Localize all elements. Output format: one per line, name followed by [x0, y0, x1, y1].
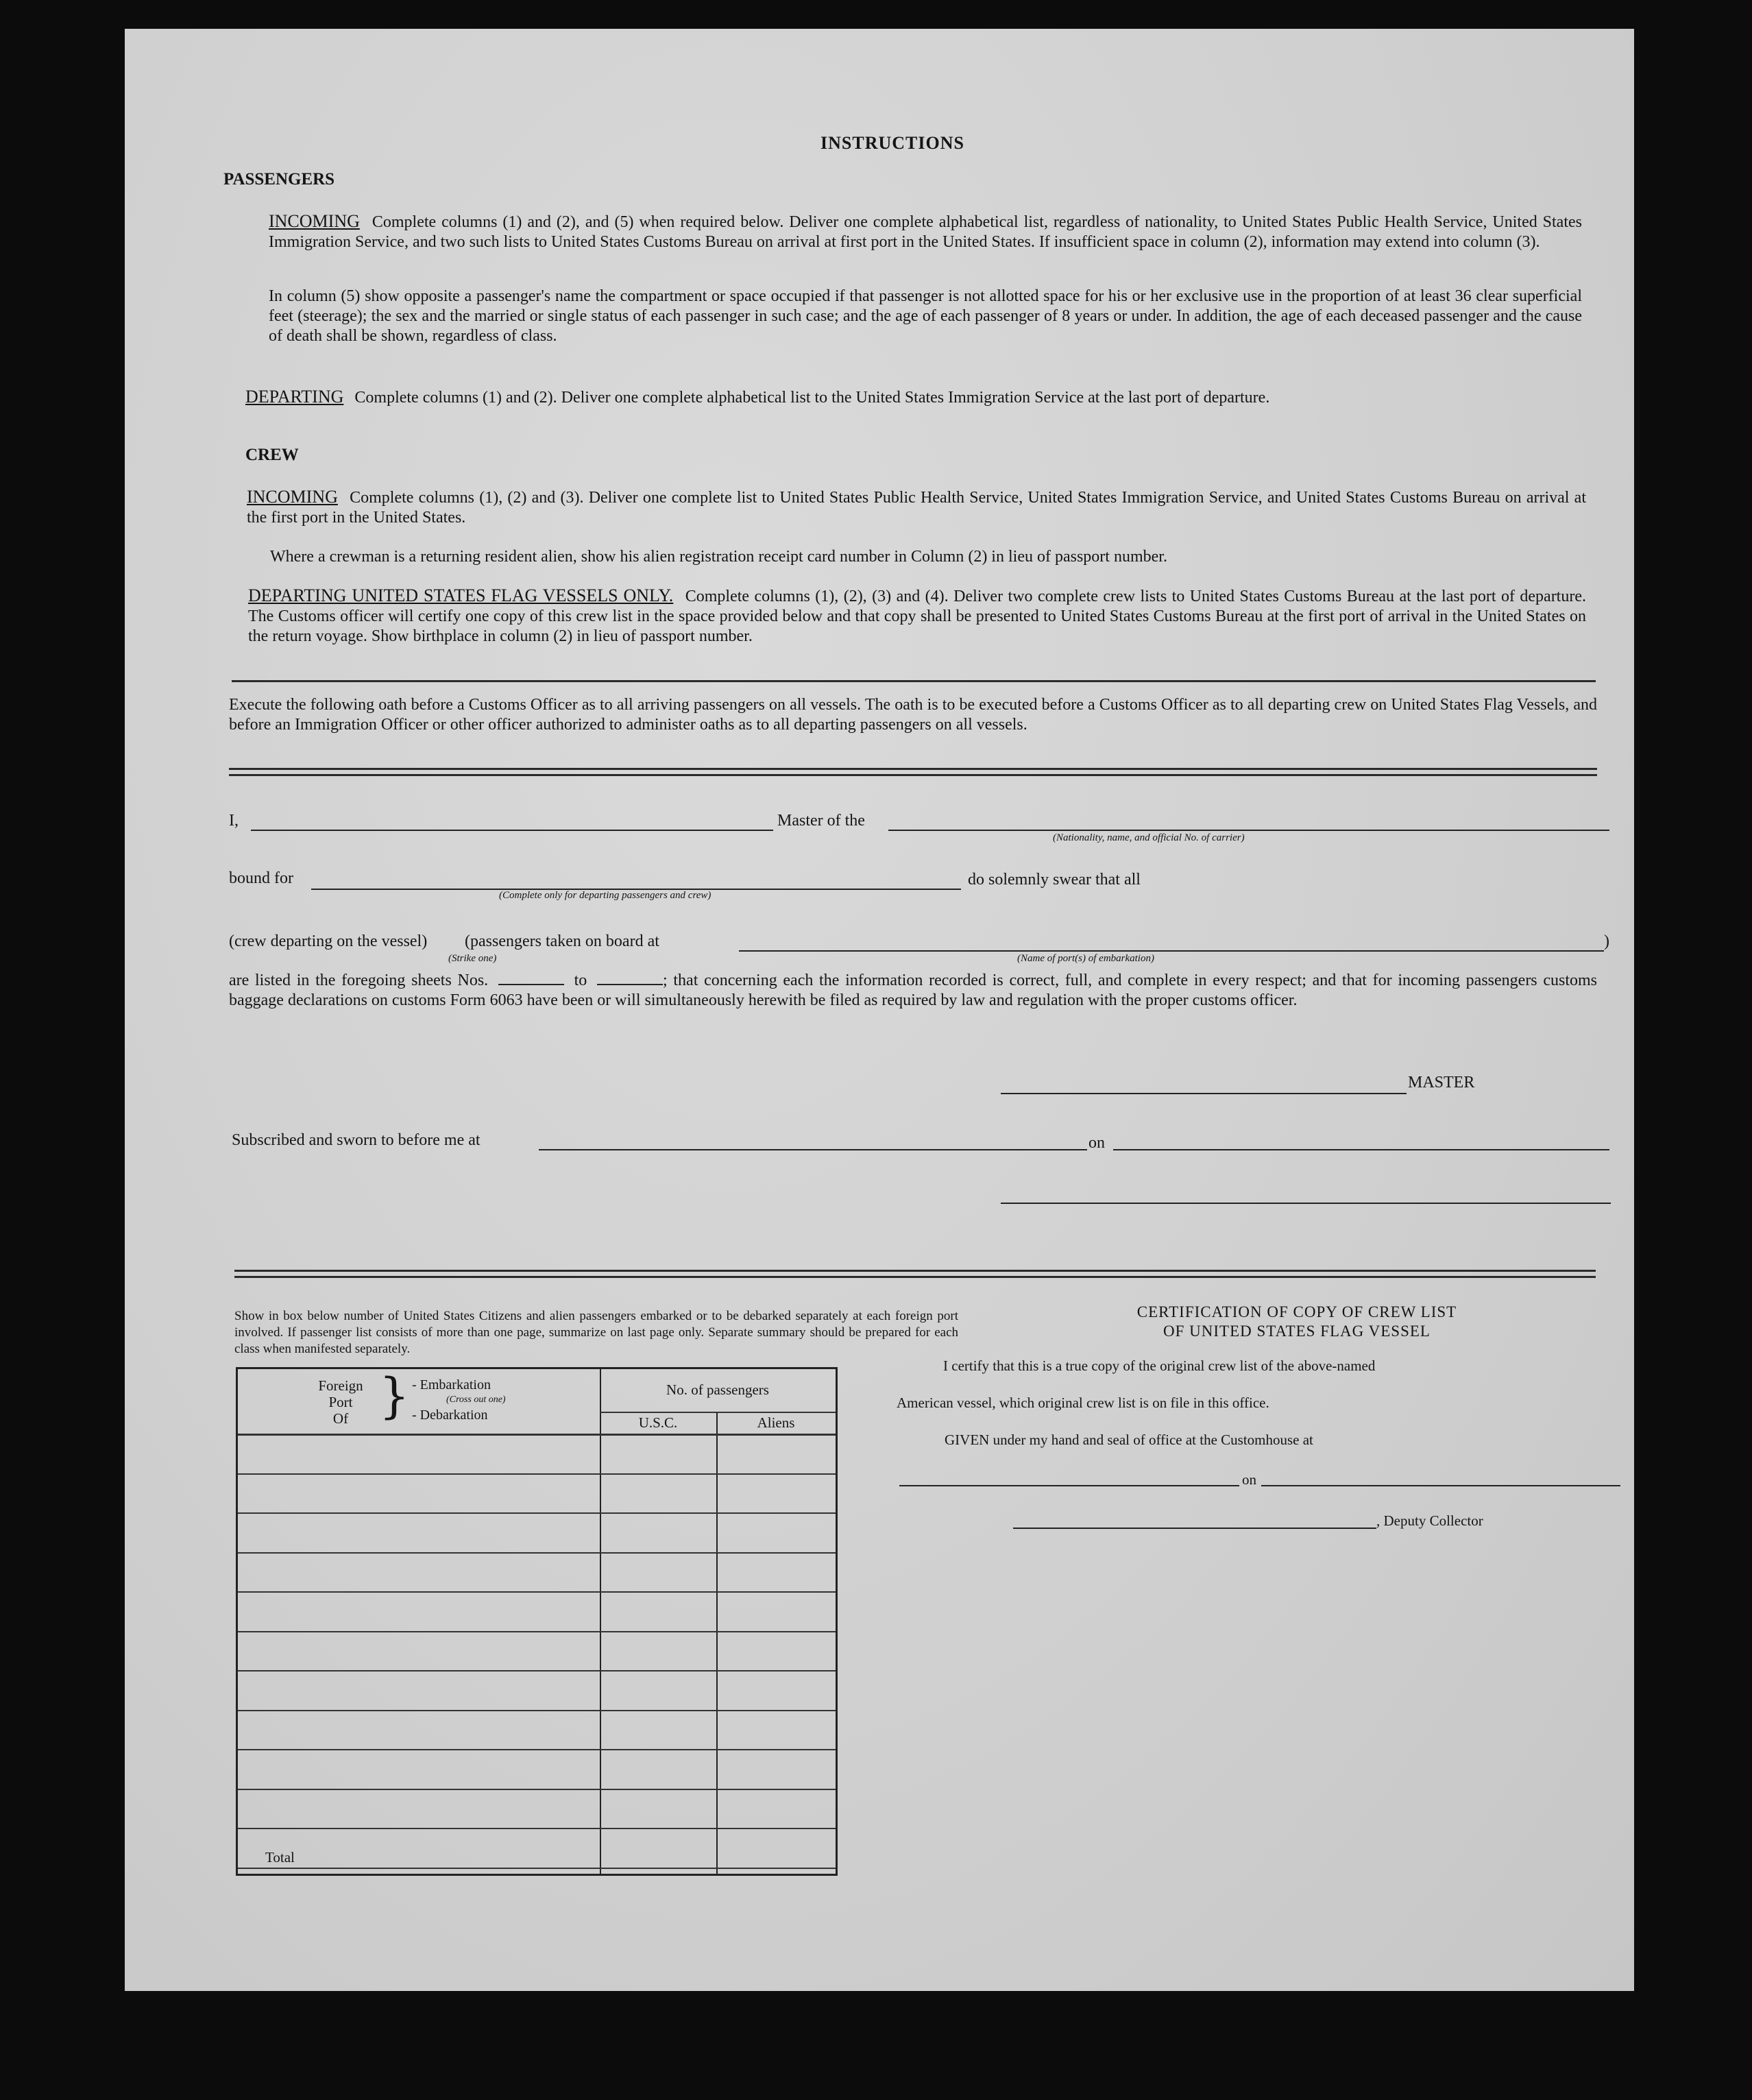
swear-label: do solemnly swear that all	[968, 871, 1141, 889]
port-caption: (Name of port(s) of embarkation)	[1017, 953, 1154, 964]
master-signature-line	[1001, 1093, 1407, 1094]
complete-only-caption: (Complete only for departing passengers and crew)	[499, 890, 711, 901]
sheet-from-blank	[498, 971, 564, 985]
passengers-incoming-paragraph	[269, 211, 1582, 252]
customhouse-line	[899, 1485, 1239, 1486]
foreign-label: Foreign	[318, 1377, 363, 1394]
table-row-line	[238, 1749, 836, 1750]
crew-departing-label: DEPARTING UNITED STATES FLAG VESSELS ONLY.	[248, 586, 674, 605]
rule-after-instructions	[232, 680, 1596, 682]
given-label: GIVEN under my hand and seal of office at the Customhouse at	[945, 1432, 1313, 1448]
debarkation-label: - Debarkation	[412, 1408, 488, 1423]
certification-date-line	[1261, 1485, 1620, 1486]
nationality-caption: (Nationality, name, and official No. of carrier)	[1053, 832, 1245, 843]
subscribed-on-label: on	[1088, 1134, 1105, 1152]
table-row-line	[238, 1789, 836, 1790]
passengers-column5-paragraph: In column (5) show opposite a passenger's name the compartment or space occupied if that passenger is not allotted space for his or her exclusive use in the proportion of at least 36 clear superficial feet (steerage); the sex and the married or single status of each passenger in such case; and the age of each passenger of 8 years or under. In addition, the age of each deceased passenger and the cause of death shall be shown, regardless of class.	[269, 287, 1582, 345]
bound-for-label: bound for	[229, 869, 293, 887]
crew-resident-paragraph: Where a crewman is a returning resident alien, show his alien registration receipt card number in Column (2) in lieu of passport number.	[270, 548, 1167, 566]
passenger-summary-table	[236, 1367, 838, 1876]
total-label: Total	[265, 1849, 295, 1866]
bleed-through-text	[920, 132, 1537, 173]
passengers-departing-text: Complete columns (1) and (2). Deliver one complete alphabetical list to the United States Immigration Service at the last port of departure.	[354, 389, 1270, 407]
table-row-line	[238, 1512, 836, 1514]
passengers-incoming-label: INCOMING	[269, 211, 360, 231]
master-label: MASTER	[1408, 1074, 1475, 1091]
table-row-line	[238, 1631, 836, 1632]
header-bottom-line	[238, 1434, 836, 1436]
embarkation-options	[412, 1377, 506, 1423]
crew-heading: CREW	[245, 446, 299, 464]
handwriting-bleed-left	[143, 370, 175, 401]
table-row-line	[238, 1552, 836, 1554]
port-line	[739, 950, 1604, 952]
crew-incoming-paragraph	[247, 487, 1586, 528]
listed-post: ; that concerning each the information recorded is correct, full, and complete in every respect; and that for incoming passengers customs baggage declarations on customs Form 6063 have been or will simultaneously herewith be filed as required by law and regulation with the proper customs officer.	[229, 971, 1598, 1009]
summary-instructions: Show in box below number of United States Citizens and alien passengers embarked or to be debarked separately at each foreign port involved. If passenger list consists of more than one page, summarize on last page only. Separate summary should be prepared for each class when manifested separately.	[234, 1309, 958, 1356]
officer-signature-line	[1001, 1203, 1611, 1204]
crew-incoming-text: Complete columns (1), (2) and (3). Deliver one complete list to United States Public Health Service, United States Immigration Service, and United States Customs Bureau on arrival at the first port in the United States.	[247, 489, 1587, 527]
certify-line1: I certify that this is a true copy of the original crew list of the above-named	[943, 1357, 1376, 1374]
no-of-passengers-header: No. of passengers	[666, 1381, 769, 1398]
certification-title-line1: CERTIFICATION OF COPY OF CREW LIST	[1136, 1303, 1457, 1320]
carrier-line	[888, 830, 1609, 831]
table-row-line	[238, 1670, 836, 1671]
strike-one-caption: (Strike one)	[448, 953, 497, 964]
passengers-departing-label: DEPARTING	[245, 387, 344, 407]
crew-departing-text: Complete columns (1), (2), (3) and (4). Deliver two complete crew lists to United States Customs Bureau at the last port of departure. The Customs officer will certify one copy of this crew list in the space provided below and that copy shall be presented to United States Customs Bureau at the first port of arrival in the United States on the return voyage. Show birthplace in column (2) in lieu of passport number.	[248, 588, 1586, 645]
deputy-collector-label: , Deputy Collector	[1376, 1512, 1483, 1529]
embarkation-label: - Embarkation	[412, 1377, 491, 1392]
certification-title	[988, 1303, 1646, 1341]
crew-incoming-label: INCOMING	[247, 487, 338, 507]
passengers-departing-paragraph	[245, 387, 1582, 408]
close-paren: )	[1604, 932, 1609, 950]
header-split-line	[600, 1412, 836, 1413]
certification-title-line2: OF UNITED STATES FLAG VESSEL	[1163, 1323, 1431, 1340]
table-row-line	[238, 1591, 836, 1593]
passengers-taken-option: (passengers taken on board at	[465, 932, 659, 950]
document-page	[125, 29, 1634, 1991]
double-rule-before-oath	[229, 768, 1597, 776]
certification-on-label: on	[1242, 1471, 1256, 1488]
table-divider-port	[600, 1369, 601, 1874]
usc-header: U.S.C.	[638, 1414, 678, 1431]
listed-pre: are listed in the foregoing sheets Nos.	[229, 971, 489, 989]
aliens-header: Aliens	[757, 1414, 795, 1431]
brace-icon: }	[379, 1368, 410, 1424]
deputy-signature-line	[1013, 1528, 1376, 1529]
table-row-line	[238, 1710, 836, 1711]
table-row-line	[238, 1473, 836, 1475]
cross-out-caption: (Cross out one)	[446, 1395, 506, 1405]
sheet-to-blank	[597, 971, 663, 985]
crew-departing-paragraph	[248, 586, 1586, 647]
oath-intro-paragraph: Execute the following oath before a Customs Officer as to all arriving passengers on all vessels. The oath is to be executed before a Customs Officer as to all departing crew on United States Flag Vessels, and before an Immigration Officer or other officer authorized to administer oaths as to all departing passengers on all vessels.	[229, 696, 1597, 734]
certify-line2: American vessel, which original crew list is on file in this office.	[897, 1395, 1269, 1411]
table-row-line	[238, 1868, 836, 1869]
page-title: INSTRUCTIONS	[820, 133, 964, 153]
table-divider-usc	[716, 1412, 718, 1874]
master-name-line	[251, 830, 773, 831]
crew-departing-option: (crew departing on the vessel)	[229, 932, 428, 950]
of-label: Of	[332, 1410, 349, 1427]
foreign-port-of-label	[306, 1377, 375, 1427]
subscribed-date-line	[1113, 1149, 1609, 1150]
passengers-incoming-text: Complete columns (1) and (2), and (5) when required below. Deliver one complete alphabetical list, regardless of nationality, to United States Public Health Service, United States Immigration Service, and two such lists to United States Customs Bureau on arrival at first port in the United States. If insufficient space in column (2), information may extend into column (3).	[269, 213, 1582, 251]
oath-i-label: I,	[229, 812, 239, 830]
listed-to: to	[574, 971, 587, 989]
subscribed-label: Subscribed and sworn to before me at	[232, 1131, 480, 1149]
table-row-line	[238, 1828, 836, 1829]
subscribed-place-line	[539, 1149, 1087, 1150]
double-rule-before-summary	[234, 1270, 1596, 1278]
master-of-label: Master of the	[777, 812, 865, 830]
port-label: Port	[328, 1394, 353, 1410]
passengers-heading: PASSENGERS	[223, 170, 335, 189]
oath-listed-paragraph	[229, 971, 1597, 1011]
